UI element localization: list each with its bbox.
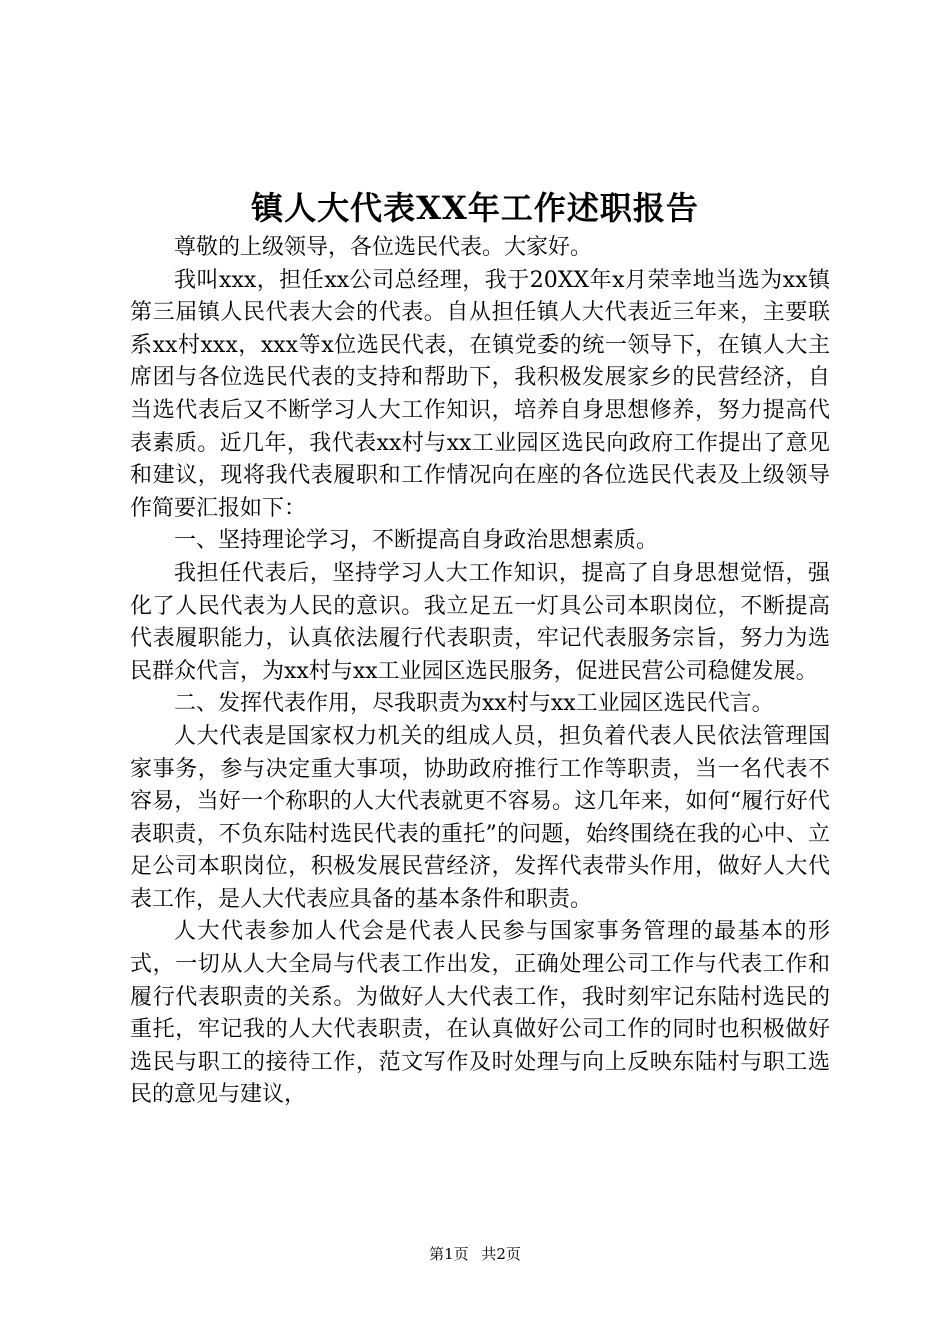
document-title: 镇人大代表XX年工作述职报告 <box>251 189 699 227</box>
paragraph-introduction: 我叫xxx，担任xx公司总经理，我于20XX年x月荣幸地当选为xx镇第三届镇人民代表大会的代表。自从担任镇人大代表近三年来，主要联系xx村xxx，xxx等x位选民代表，在镇党委的统一领导下，在镇人大主席团与各位选民代表的支持和帮助下，我积极发展家乡的民营经济，自当选代表后又不断学习人大工作知识，培养自身思想修养，努力提高代表素质。近几年，我代表xx村与xx工业园区选民向政府工作提出了意见和建议，现将我代表履职和工作情况向在座的各位选民代表及上级领导作简要汇报如下： <box>130 267 830 521</box>
section-heading-2: 二、发挥代表作用，尽我职责为xx村与xx工业园区选民代言。 <box>174 691 774 717</box>
paragraph-section-2a: 人大代表是国家权力机关的组成人员，担负着代表人民依法管理国家事务，参与决定重大事项，协助政府推行工作等职责，当一名代表不容易，当好一个称职的人大代表就更不容易。这几年来，如何“履行好代表职责，不负东陆村选民代表的重托”的问题，始终围绕在我的心中、立足公司本职岗位，积极发展民营经济，发挥代表带头作用，做好人大代表工作，是人大代表应具备的基本条件和职责。 <box>130 723 830 912</box>
section-heading-1: 一、坚持理论学习，不断提高自身政治思想素质。 <box>174 528 659 554</box>
page-number-total: 共2页 <box>481 1245 521 1263</box>
page-footer <box>0 1244 950 1264</box>
paragraph-section-1: 我担任代表后，坚持学习人大工作知识，提高了自身思想觉悟，强化了人民代表为人民的意识。我立足五一灯具公司本职岗位，不断提高代表履职能力，认真依法履行代表职责，牢记代表服务宗旨，努力为选民群众代言，为xx村与xx工业园区选民服务，促进民营公司稳健发展。 <box>130 560 830 684</box>
document-body <box>130 232 830 1112</box>
paragraph-section-2b: 人大代表参加人代会是代表人民参与国家事务管理的最基本的形式，一切从人大全局与代表工作出发，正确处理公司工作与代表工作和履行代表职责的关系。为做好人大代表工作，我时刻牢记东陆村选民的重托，牢记我的人大代表职责，在认真做好公司工作的同时也积极做好选民与职工的接待工作，范文写作及时处理与向上反映东陆村与职工选民的意见与建议， <box>130 919 830 1108</box>
page-number-current: 第1页 <box>429 1245 469 1263</box>
paragraph-greeting: 尊敬的上级领导，各位选民代表。大家好。 <box>174 235 593 260</box>
